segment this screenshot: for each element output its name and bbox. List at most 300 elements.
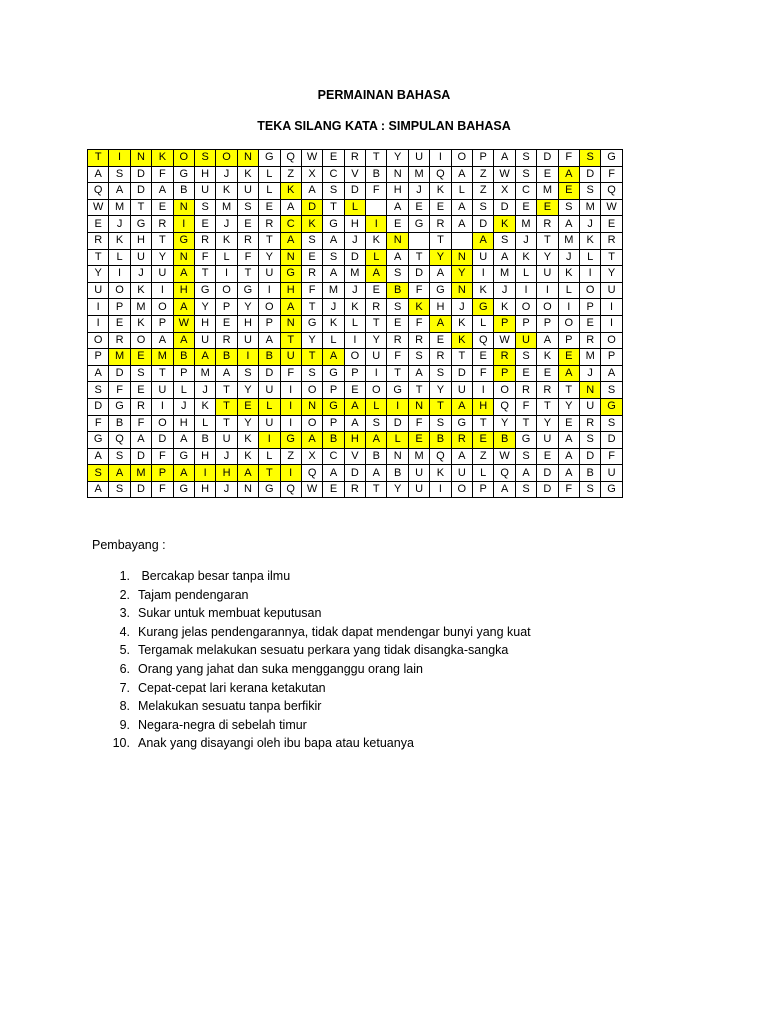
- grid-cell: E: [537, 166, 558, 183]
- grid-cell: I: [152, 398, 173, 415]
- grid-cell: K: [237, 448, 258, 465]
- grid-cell: G: [323, 365, 344, 382]
- grid-cell: S: [387, 299, 408, 316]
- grid-cell: I: [88, 299, 109, 316]
- grid-cell: U: [152, 382, 173, 399]
- clue-number: 9.: [119, 717, 130, 732]
- grid-cell: O: [130, 332, 151, 349]
- clue-item: [92, 697, 531, 716]
- grid-cell: Y: [430, 249, 451, 266]
- grid-cell: S: [387, 266, 408, 283]
- grid-cell: T: [558, 382, 579, 399]
- grid-cell: D: [152, 432, 173, 449]
- grid-cell: W: [301, 481, 322, 498]
- clue-number: 8.: [119, 699, 130, 714]
- grid-cell: L: [366, 249, 387, 266]
- grid-cell: F: [473, 365, 494, 382]
- clue-item: [92, 604, 531, 623]
- grid-cell: E: [237, 216, 258, 233]
- grid-cell: S: [323, 249, 344, 266]
- grid-cell: Q: [473, 332, 494, 349]
- grid-cell: E: [515, 365, 536, 382]
- grid-cell: G: [473, 299, 494, 316]
- clue-item: [92, 679, 531, 698]
- grid-cell: E: [558, 183, 579, 200]
- grid-cell: U: [194, 183, 215, 200]
- grid-cell: K: [408, 299, 429, 316]
- grid-cell: A: [280, 199, 301, 216]
- grid-cell: S: [301, 365, 322, 382]
- grid-cell: G: [280, 266, 301, 283]
- grid-row: [88, 415, 623, 432]
- grid-cell: R: [344, 150, 365, 167]
- grid-cell: H: [130, 232, 151, 249]
- grid-cell: O: [216, 150, 237, 167]
- grid-cell: I: [259, 432, 280, 449]
- grid-cell: Y: [387, 481, 408, 498]
- grid-cell: N: [130, 150, 151, 167]
- grid-cell: T: [152, 232, 173, 249]
- grid-cell: D: [494, 199, 515, 216]
- grid-cell: N: [237, 150, 258, 167]
- grid-cell: S: [558, 199, 579, 216]
- grid-cell: R: [194, 232, 215, 249]
- grid-cell: T: [130, 199, 151, 216]
- grid-cell: H: [344, 216, 365, 233]
- grid-cell: G: [280, 432, 301, 449]
- grid-cell: V: [344, 166, 365, 183]
- grid-cell: J: [323, 299, 344, 316]
- grid-cell: U: [579, 398, 600, 415]
- grid-cell: U: [537, 432, 558, 449]
- grid-cell: P: [323, 415, 344, 432]
- grid-cell: O: [601, 332, 622, 349]
- grid-cell: I: [280, 382, 301, 399]
- grid-cell: H: [194, 481, 215, 498]
- grid-row: [88, 249, 623, 266]
- grid-cell: N: [579, 382, 600, 399]
- grid-cell: J: [515, 232, 536, 249]
- grid-cell: R: [109, 332, 130, 349]
- grid-cell: N: [451, 282, 472, 299]
- grid-cell: I: [601, 299, 622, 316]
- grid-cell: P: [88, 349, 109, 366]
- grid-cell: H: [173, 415, 194, 432]
- grid-cell: M: [408, 448, 429, 465]
- grid-cell: I: [366, 365, 387, 382]
- grid-cell: U: [237, 332, 258, 349]
- grid-cell: G: [301, 315, 322, 332]
- grid-cell: Q: [280, 481, 301, 498]
- grid-cell: D: [344, 183, 365, 200]
- grid-cell: A: [323, 232, 344, 249]
- grid-cell: A: [387, 249, 408, 266]
- grid-cell: S: [473, 199, 494, 216]
- grid-cell: S: [194, 150, 215, 167]
- grid-cell: R: [451, 432, 472, 449]
- grid-cell: A: [366, 432, 387, 449]
- grid-cell: O: [152, 415, 173, 432]
- grid-cell: A: [280, 299, 301, 316]
- grid-cell: F: [408, 315, 429, 332]
- grid-cell: D: [301, 199, 322, 216]
- grid-cell: A: [323, 349, 344, 366]
- grid-cell: S: [237, 199, 258, 216]
- grid-cell: A: [173, 432, 194, 449]
- grid-cell: E: [537, 365, 558, 382]
- grid-cell: A: [173, 332, 194, 349]
- grid-cell: Y: [537, 415, 558, 432]
- grid-cell: A: [88, 365, 109, 382]
- grid-cell: S: [430, 415, 451, 432]
- grid-cell: G: [259, 150, 280, 167]
- grid-cell: A: [430, 266, 451, 283]
- grid-cell: A: [109, 465, 130, 482]
- grid-cell: Y: [430, 382, 451, 399]
- grid-cell: G: [173, 448, 194, 465]
- grid-cell: I: [366, 216, 387, 233]
- grid-cell: G: [430, 282, 451, 299]
- grid-row: [88, 199, 623, 216]
- grid-cell: Z: [280, 166, 301, 183]
- clue-number: 5.: [119, 643, 130, 658]
- grid-cell: H: [194, 315, 215, 332]
- grid-cell: Z: [473, 448, 494, 465]
- clue-number: 6.: [119, 661, 130, 676]
- grid-cell: F: [152, 448, 173, 465]
- grid-cell: E: [130, 382, 151, 399]
- grid-cell: W: [88, 199, 109, 216]
- grid-cell: N: [173, 199, 194, 216]
- grid-cell: K: [451, 315, 472, 332]
- grid-cell: Y: [494, 415, 515, 432]
- grid-cell: D: [344, 249, 365, 266]
- grid-cell: J: [579, 365, 600, 382]
- grid-cell: L: [473, 465, 494, 482]
- grid-cell: O: [301, 382, 322, 399]
- grid-cell: R: [216, 332, 237, 349]
- grid-cell: S: [301, 232, 322, 249]
- grid-cell: A: [601, 365, 622, 382]
- grid-row: [88, 183, 623, 200]
- grid-cell: M: [494, 266, 515, 283]
- grid-cell: A: [451, 216, 472, 233]
- grid-cell: C: [323, 166, 344, 183]
- grid-cell: S: [601, 382, 622, 399]
- grid-cell: R: [344, 481, 365, 498]
- grid-cell: G: [515, 432, 536, 449]
- grid-cell: W: [494, 332, 515, 349]
- clue-text: Tergamak melakukan sesuatu perkara yang tidak disangka-sangka: [138, 643, 509, 658]
- grid-cell: T: [259, 232, 280, 249]
- clue-item: [92, 660, 531, 679]
- grid-cell: K: [216, 183, 237, 200]
- grid-cell: R: [130, 398, 151, 415]
- grid-cell: I: [601, 315, 622, 332]
- grid-cell: O: [451, 481, 472, 498]
- grid-cell: Y: [451, 266, 472, 283]
- grid-cell: B: [387, 465, 408, 482]
- grid-cell: E: [473, 432, 494, 449]
- grid-row: [88, 315, 623, 332]
- grid-cell: M: [130, 299, 151, 316]
- grid-cell: G: [601, 150, 622, 167]
- grid-cell: A: [558, 166, 579, 183]
- grid-cell: H: [216, 465, 237, 482]
- clue-text: Cepat-cepat lari kerana ketakutan: [138, 680, 326, 695]
- grid-cell: F: [130, 415, 151, 432]
- grid-cell: S: [579, 481, 600, 498]
- grid-cell: O: [558, 315, 579, 332]
- grid-cell: B: [430, 432, 451, 449]
- grid-cell: E: [473, 349, 494, 366]
- grid-cell: M: [152, 349, 173, 366]
- grid-row: [88, 382, 623, 399]
- grid-cell: R: [237, 232, 258, 249]
- grid-cell: S: [579, 432, 600, 449]
- word-search-grid: [87, 149, 623, 498]
- grid-row: [88, 150, 623, 167]
- grid-cell: E: [558, 415, 579, 432]
- grid-cell: T: [88, 150, 109, 167]
- grid-cell: Y: [601, 266, 622, 283]
- grid-cell: F: [515, 398, 536, 415]
- grid-cell: L: [173, 382, 194, 399]
- grid-cell: I: [558, 299, 579, 316]
- grid-cell: O: [88, 332, 109, 349]
- grid-cell: K: [237, 432, 258, 449]
- grid-cell: T: [515, 415, 536, 432]
- grid-cell: J: [579, 216, 600, 233]
- grid-cell: L: [344, 315, 365, 332]
- grid-cell: B: [173, 183, 194, 200]
- grid-cell: S: [88, 465, 109, 482]
- grid-cell: I: [109, 150, 130, 167]
- grid-cell: L: [579, 249, 600, 266]
- grid-cell: M: [194, 365, 215, 382]
- grid-cell: Y: [558, 398, 579, 415]
- grid-cell: P: [537, 315, 558, 332]
- grid-cell: J: [344, 232, 365, 249]
- grid-cell: K: [323, 315, 344, 332]
- grid-cell: A: [558, 465, 579, 482]
- grid-cell: A: [537, 332, 558, 349]
- grid-cell: S: [515, 349, 536, 366]
- grid-cell: H: [430, 299, 451, 316]
- grid-cell: T: [430, 398, 451, 415]
- grid-cell: Q: [430, 448, 451, 465]
- grid-cell: H: [237, 315, 258, 332]
- grid-cell: A: [451, 398, 472, 415]
- grid-cell: R: [259, 216, 280, 233]
- grid-cell: K: [515, 249, 536, 266]
- grid-cell: I: [237, 349, 258, 366]
- grid-cell: I: [430, 481, 451, 498]
- grid-cell: D: [579, 166, 600, 183]
- grid-cell: C: [515, 183, 536, 200]
- grid-cell: K: [152, 150, 173, 167]
- grid-cell: T: [387, 365, 408, 382]
- grid-cell: I: [216, 266, 237, 283]
- grid-cell: N: [280, 249, 301, 266]
- clue-text: Melakukan sesuatu tanpa berfikir: [138, 699, 322, 714]
- grid-cell: T: [301, 299, 322, 316]
- grid-row: [88, 349, 623, 366]
- grid-cell: O: [494, 382, 515, 399]
- clue-number: 4.: [119, 624, 130, 639]
- grid-cell: U: [408, 481, 429, 498]
- grid-cell: J: [216, 216, 237, 233]
- grid-cell: S: [515, 448, 536, 465]
- grid-cell: A: [301, 183, 322, 200]
- clue-text: Sukar untuk membuat keputusan: [138, 606, 322, 621]
- grid-cell: F: [88, 415, 109, 432]
- grid-cell: K: [237, 166, 258, 183]
- clue-text: Negara-negra di sebelah timur: [138, 717, 307, 732]
- grid-cell: U: [216, 432, 237, 449]
- grid-cell: M: [344, 266, 365, 283]
- grid-cell: K: [366, 232, 387, 249]
- grid-cell: U: [601, 282, 622, 299]
- grid-cell: S: [515, 166, 536, 183]
- grid-cell: E: [194, 216, 215, 233]
- grid-cell: P: [473, 481, 494, 498]
- grid-cell: S: [601, 415, 622, 432]
- grid-cell: G: [601, 481, 622, 498]
- grid-cell: A: [558, 448, 579, 465]
- grid-cell: B: [194, 432, 215, 449]
- grid-cell: F: [601, 166, 622, 183]
- clue-text: Orang yang jahat dan suka mengganggu orang lain: [138, 661, 423, 676]
- grid-cell: N: [387, 166, 408, 183]
- grid-cell: A: [430, 315, 451, 332]
- grid-cell: Z: [473, 166, 494, 183]
- grid-cell: A: [194, 349, 215, 366]
- grid-cell: O: [216, 282, 237, 299]
- grid-cell: O: [451, 150, 472, 167]
- grid-cell: M: [109, 349, 130, 366]
- grid-cell: G: [109, 398, 130, 415]
- grid-cell: K: [494, 216, 515, 233]
- grid-cell: O: [344, 349, 365, 366]
- grid-cell: W: [173, 315, 194, 332]
- grid-cell: P: [515, 315, 536, 332]
- grid-cell: B: [366, 166, 387, 183]
- grid-cell: T: [430, 232, 451, 249]
- grid-cell: P: [494, 315, 515, 332]
- grid-cell: A: [88, 166, 109, 183]
- grid-cell: D: [88, 398, 109, 415]
- grid-cell: M: [109, 199, 130, 216]
- grid-cell: K: [430, 183, 451, 200]
- grid-cell: E: [323, 150, 344, 167]
- grid-row: [88, 432, 623, 449]
- grid-cell: P: [152, 465, 173, 482]
- grid-cell: A: [515, 465, 536, 482]
- grid-cell: K: [130, 315, 151, 332]
- grid-row: [88, 216, 623, 233]
- grid-cell: K: [344, 299, 365, 316]
- grid-cell: T: [408, 249, 429, 266]
- grid-cell: T: [152, 365, 173, 382]
- grid-cell: N: [237, 481, 258, 498]
- grid-cell: L: [259, 398, 280, 415]
- grid-cell: A: [344, 415, 365, 432]
- grid-cell: A: [216, 365, 237, 382]
- grid-row: [88, 365, 623, 382]
- grid-cell: S: [237, 365, 258, 382]
- grid-row: [88, 266, 623, 283]
- grid-cell: L: [323, 332, 344, 349]
- clue-text: Tajam pendengaran: [138, 587, 249, 602]
- grid-cell: K: [430, 465, 451, 482]
- grid-cell: P: [173, 365, 194, 382]
- grid-cell: T: [301, 349, 322, 366]
- grid-cell: K: [473, 282, 494, 299]
- grid-cell: J: [408, 183, 429, 200]
- grid-cell: X: [301, 448, 322, 465]
- grid-cell: D: [130, 166, 151, 183]
- grid-cell: B: [494, 432, 515, 449]
- grid-cell: B: [216, 349, 237, 366]
- grid-cell: E: [152, 199, 173, 216]
- grid-cell: [451, 232, 472, 249]
- grid-cell: [366, 199, 387, 216]
- grid-cell: R: [301, 266, 322, 283]
- grid-cell: A: [473, 232, 494, 249]
- grid-cell: U: [237, 183, 258, 200]
- grid-cell: E: [130, 349, 151, 366]
- grid-cell: J: [130, 266, 151, 283]
- grid-cell: Y: [537, 249, 558, 266]
- grid-cell: A: [451, 166, 472, 183]
- grid-cell: E: [430, 199, 451, 216]
- grid-cell: B: [173, 349, 194, 366]
- grid-cell: F: [237, 249, 258, 266]
- grid-cell: T: [537, 232, 558, 249]
- grid-cell: J: [494, 282, 515, 299]
- grid-cell: U: [152, 266, 173, 283]
- grid-cell: G: [323, 398, 344, 415]
- grid-cell: F: [558, 481, 579, 498]
- grid-cell: T: [323, 199, 344, 216]
- grid-cell: P: [601, 349, 622, 366]
- grid-cell: T: [237, 266, 258, 283]
- grid-cell: E: [387, 216, 408, 233]
- grid-cell: A: [173, 465, 194, 482]
- grid-cell: O: [537, 299, 558, 316]
- grid-cell: N: [173, 249, 194, 266]
- grid-cell: L: [451, 183, 472, 200]
- grid-cell: L: [558, 282, 579, 299]
- grid-cell: A: [173, 299, 194, 316]
- grid-cell: P: [109, 299, 130, 316]
- grid-cell: O: [109, 282, 130, 299]
- grid-cell: W: [494, 166, 515, 183]
- grid-cell: G: [259, 481, 280, 498]
- grid-cell: R: [494, 349, 515, 366]
- grid-cell: U: [451, 465, 472, 482]
- grid-cell: B: [579, 465, 600, 482]
- grid-cell: A: [88, 448, 109, 465]
- grid-cell: G: [387, 382, 408, 399]
- grid-cell: I: [387, 398, 408, 415]
- grid-cell: A: [130, 432, 151, 449]
- grid-cell: E: [558, 349, 579, 366]
- grid-cell: A: [88, 481, 109, 498]
- grid-cell: D: [537, 481, 558, 498]
- grid-cell: F: [366, 183, 387, 200]
